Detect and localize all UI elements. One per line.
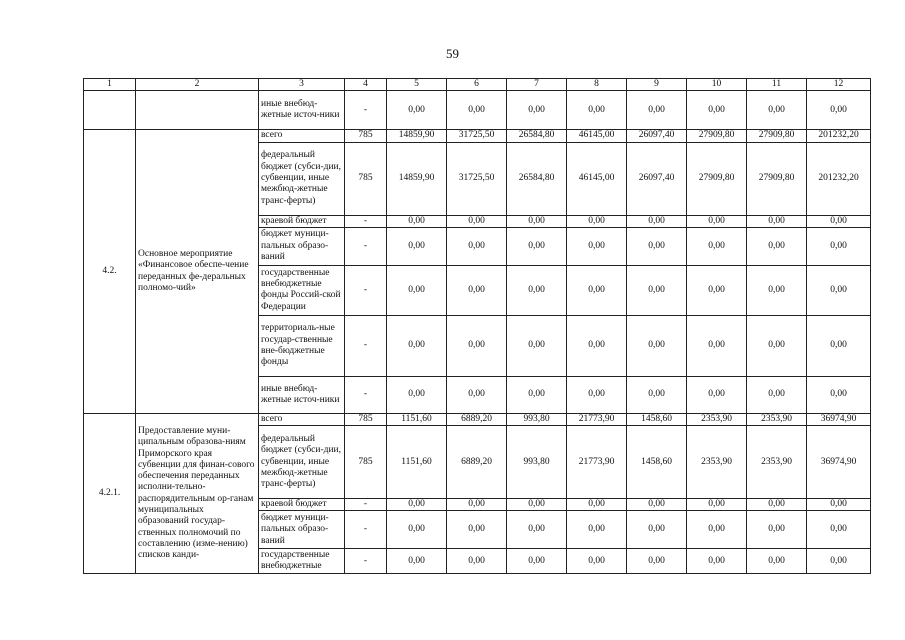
code-cell: 785 [345, 426, 387, 499]
value-cell: 0,00 [567, 265, 627, 315]
item-name: Предоставление муни-ципальным образова-ниям Приморского края субвенции для финан-сового обеспечения переданных исполни-тельно-распорядительным ор-ганам муниципальных образований государ-ственных полномочий по составлению (изме-нению) списков канди- [136, 413, 259, 574]
value-cell: 0,00 [507, 499, 567, 511]
code-cell: - [345, 315, 387, 376]
value-cell: 0,00 [387, 265, 447, 315]
value-cell: 0,00 [747, 549, 807, 574]
table-body [84, 79, 871, 574]
value-cell: 21773,90 [567, 426, 627, 499]
value-cell: 0,00 [447, 215, 507, 227]
value-cell: 0,00 [687, 549, 747, 574]
value-cell: 0,00 [807, 91, 871, 130]
value-cell: 36974,90 [807, 426, 871, 499]
value-cell: 0,00 [807, 549, 871, 574]
value-cell: 0,00 [747, 315, 807, 376]
funding-source: всего [259, 130, 345, 142]
value-cell: 0,00 [807, 499, 871, 511]
funding-source: краевой бюджет [259, 215, 345, 227]
value-cell: 0,00 [507, 265, 567, 315]
code-cell: - [345, 215, 387, 227]
value-cell: 27909,80 [687, 130, 747, 142]
value-cell: 0,00 [627, 215, 687, 227]
value-cell: 0,00 [447, 511, 507, 549]
funding-source: федеральный бюджет (субси-дии, субвенции, иные межбюд-жетные транс-ферты) [259, 426, 345, 499]
value-cell: 27909,80 [747, 130, 807, 142]
value-cell: 0,00 [507, 511, 567, 549]
value-cell: 0,00 [687, 376, 747, 413]
value-cell: 993,80 [507, 426, 567, 499]
value-cell: 0,00 [447, 315, 507, 376]
value-cell: 0,00 [687, 91, 747, 130]
value-cell: 2353,90 [687, 413, 747, 425]
table-row [84, 413, 871, 425]
funding-source: федеральный бюджет (субси-дии, субвенции, иные межбюд-жетные транс-ферты) [259, 142, 345, 215]
code-cell: - [345, 511, 387, 549]
value-cell: 0,00 [747, 499, 807, 511]
value-cell: 0,00 [807, 511, 871, 549]
value-cell: 0,00 [687, 227, 747, 265]
funding-source: государственные внебюджетные [259, 549, 345, 574]
column-header-row [84, 79, 871, 91]
value-cell: 0,00 [387, 91, 447, 130]
value-cell: 36974,90 [807, 413, 871, 425]
value-cell: 201232,20 [807, 130, 871, 142]
value-cell: 0,00 [447, 265, 507, 315]
funding-source: территориаль-ные государ-ственные вне-бюджетные фонды [259, 315, 345, 376]
value-cell: 0,00 [627, 499, 687, 511]
value-cell: 0,00 [747, 215, 807, 227]
value-cell: 31725,50 [447, 130, 507, 142]
value-cell: 0,00 [627, 376, 687, 413]
value-cell: 26097,40 [627, 130, 687, 142]
code-cell: - [345, 227, 387, 265]
value-cell: 46145,00 [567, 142, 627, 215]
column-header: 5 [387, 79, 447, 91]
value-cell: 26584,80 [507, 130, 567, 142]
value-cell: 0,00 [567, 549, 627, 574]
value-cell: 0,00 [507, 227, 567, 265]
funding-source: иные внебюд-жетные источ-ники [259, 376, 345, 413]
value-cell: 0,00 [447, 376, 507, 413]
value-cell: 0,00 [747, 91, 807, 130]
value-cell: 993,80 [507, 413, 567, 425]
funding-source: краевой бюджет [259, 499, 345, 511]
item-number: 4.2.1. [84, 413, 136, 574]
value-cell: 0,00 [627, 549, 687, 574]
value-cell: 0,00 [387, 549, 447, 574]
value-cell: 0,00 [567, 315, 627, 376]
value-cell: 0,00 [627, 265, 687, 315]
value-cell: 0,00 [507, 376, 567, 413]
value-cell: 0,00 [507, 315, 567, 376]
value-cell: 0,00 [567, 227, 627, 265]
value-cell: 0,00 [747, 227, 807, 265]
value-cell: 1458,60 [627, 413, 687, 425]
value-cell: 0,00 [447, 549, 507, 574]
value-cell: 0,00 [687, 499, 747, 511]
value-cell: 6889,20 [447, 413, 507, 425]
value-cell: 0,00 [567, 511, 627, 549]
page-number: 59 [446, 46, 459, 61]
table-row [84, 91, 871, 130]
value-cell: 2353,90 [747, 426, 807, 499]
value-cell: 0,00 [687, 265, 747, 315]
value-cell: 0,00 [567, 376, 627, 413]
code-cell: - [345, 91, 387, 130]
value-cell: 27909,80 [687, 142, 747, 215]
code-cell: 785 [345, 142, 387, 215]
code-cell: 785 [345, 130, 387, 142]
value-cell: 0,00 [807, 227, 871, 265]
value-cell: 0,00 [627, 511, 687, 549]
value-cell: 0,00 [567, 215, 627, 227]
code-cell: - [345, 549, 387, 574]
value-cell: 0,00 [507, 91, 567, 130]
column-header: 10 [687, 79, 747, 91]
value-cell: 14859,90 [387, 142, 447, 215]
column-header: 6 [447, 79, 507, 91]
value-cell: 26584,80 [507, 142, 567, 215]
funding-source: иные внебюд-жетные источ-ники [259, 91, 345, 130]
value-cell: 6889,20 [447, 426, 507, 499]
item-name: Основное мероприятие «Финансовое обеспе-чение переданных фе-деральных полномо-чий» [136, 130, 259, 414]
column-header: 8 [567, 79, 627, 91]
value-cell: 0,00 [627, 315, 687, 376]
funding-source: бюджет муници-пальных образо-ваний [259, 227, 345, 265]
column-header: 12 [807, 79, 871, 91]
value-cell: 201232,20 [807, 142, 871, 215]
value-cell: 0,00 [807, 315, 871, 376]
value-cell: 0,00 [687, 511, 747, 549]
value-cell: 0,00 [387, 376, 447, 413]
code-cell: - [345, 265, 387, 315]
value-cell: 2353,90 [687, 426, 747, 499]
item-number [84, 91, 136, 130]
value-cell: 0,00 [807, 215, 871, 227]
budget-table [83, 78, 871, 574]
funding-source: бюджет муници-пальных образо-ваний [259, 511, 345, 549]
column-header: 3 [259, 79, 345, 91]
code-cell: 785 [345, 413, 387, 425]
value-cell: 0,00 [447, 227, 507, 265]
value-cell: 0,00 [567, 91, 627, 130]
value-cell: 0,00 [387, 215, 447, 227]
value-cell: 46145,00 [567, 130, 627, 142]
column-header: 2 [136, 79, 259, 91]
item-number: 4.2. [84, 130, 136, 414]
column-header: 9 [627, 79, 687, 91]
item-name [136, 91, 259, 130]
code-cell: - [345, 499, 387, 511]
value-cell: 0,00 [627, 227, 687, 265]
column-header: 1 [84, 79, 136, 91]
value-cell: 0,00 [747, 511, 807, 549]
value-cell: 0,00 [447, 91, 507, 130]
value-cell: 21773,90 [567, 413, 627, 425]
value-cell: 1151,60 [387, 426, 447, 499]
value-cell: 0,00 [507, 215, 567, 227]
value-cell: 14859,90 [387, 130, 447, 142]
column-header: 11 [747, 79, 807, 91]
column-header: 7 [507, 79, 567, 91]
value-cell: 0,00 [387, 315, 447, 376]
value-cell: 0,00 [807, 376, 871, 413]
value-cell: 0,00 [507, 549, 567, 574]
value-cell: 0,00 [387, 227, 447, 265]
value-cell: 31725,50 [447, 142, 507, 215]
value-cell: 0,00 [447, 499, 507, 511]
value-cell: 0,00 [387, 511, 447, 549]
funding-source: государственные внебюджетные фонды Россий-ской Федерации [259, 265, 345, 315]
value-cell: 2353,90 [747, 413, 807, 425]
value-cell: 0,00 [387, 499, 447, 511]
value-cell: 26097,40 [627, 142, 687, 215]
value-cell: 0,00 [567, 499, 627, 511]
value-cell: 27909,80 [747, 142, 807, 215]
table-row [84, 130, 871, 142]
column-header: 4 [345, 79, 387, 91]
value-cell: 0,00 [747, 376, 807, 413]
funding-source: всего [259, 413, 345, 425]
value-cell: 1458,60 [627, 426, 687, 499]
value-cell: 0,00 [687, 315, 747, 376]
value-cell: 0,00 [627, 91, 687, 130]
code-cell: - [345, 376, 387, 413]
value-cell: 0,00 [747, 265, 807, 315]
value-cell: 0,00 [687, 215, 747, 227]
value-cell: 0,00 [807, 265, 871, 315]
value-cell: 1151,60 [387, 413, 447, 425]
